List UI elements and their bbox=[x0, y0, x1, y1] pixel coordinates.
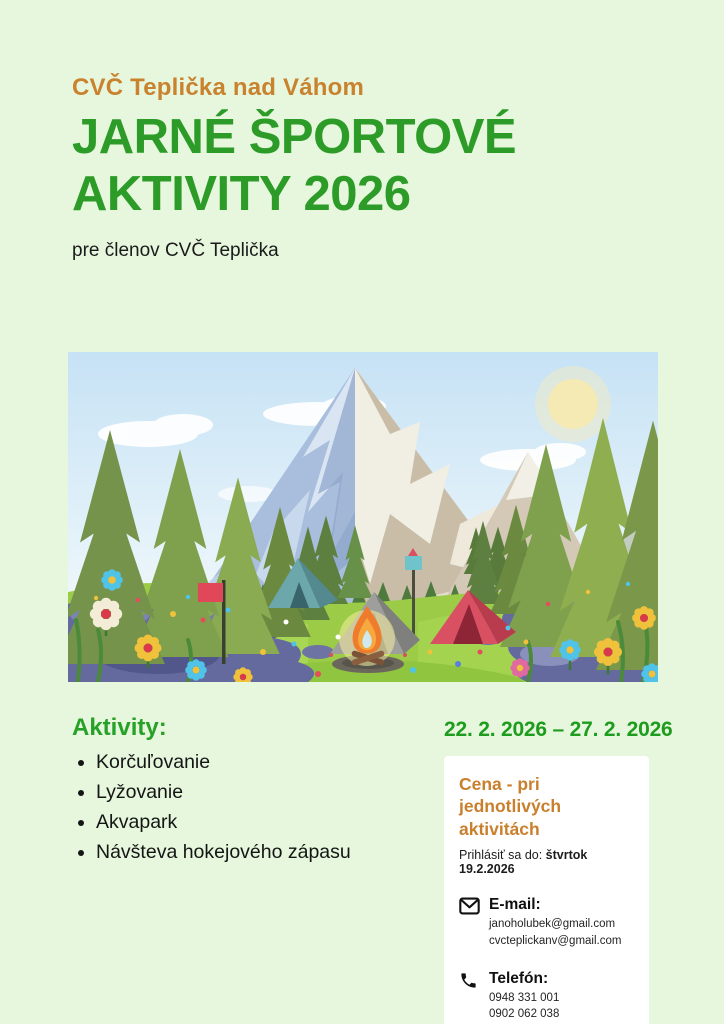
rock-small bbox=[302, 645, 334, 659]
phone-number: 0948 331 001 bbox=[489, 991, 560, 1004]
email-address: janoholubek@gmail.com bbox=[489, 918, 616, 931]
email-values bbox=[489, 916, 621, 949]
activity-item: • Návšteva hokejového zápasu bbox=[96, 841, 422, 864]
phone-row bbox=[459, 970, 634, 1023]
info-card bbox=[444, 756, 649, 1024]
signup-label: Prihlásiť sa do: bbox=[459, 848, 546, 863]
signup-deadline bbox=[459, 848, 634, 876]
header bbox=[72, 74, 652, 262]
activity-item: • Lyžovanie bbox=[96, 781, 422, 804]
phone-block bbox=[489, 970, 559, 1023]
activity-item: • Korčuľovanie bbox=[96, 751, 422, 774]
title-line-2: AKTIVITY 2026 bbox=[72, 166, 411, 221]
activities-list bbox=[96, 751, 422, 864]
page-title bbox=[72, 109, 652, 223]
subtitle: pre členov CVČ Teplička bbox=[72, 239, 279, 261]
info-column bbox=[444, 718, 673, 1024]
activity-item: • Akvapark bbox=[96, 811, 422, 834]
date-range: 22. 2. 2026 – 27. 2. 2026 bbox=[444, 718, 673, 741]
email-block bbox=[489, 896, 621, 949]
envelope-icon bbox=[459, 896, 480, 949]
phone-values bbox=[489, 990, 559, 1023]
price-heading: Cena - pri jednotlivých aktivitách bbox=[459, 774, 562, 839]
organization-name: CVČ Teplička nad Váhom bbox=[72, 74, 365, 101]
activities-heading: Aktivity: bbox=[72, 714, 167, 741]
camping-scene-svg bbox=[68, 352, 658, 682]
phone-icon bbox=[459, 970, 480, 1023]
phone-number: 0902 062 038 bbox=[489, 1008, 560, 1021]
activities-section bbox=[72, 714, 422, 871]
signup-date: štvrtok 19.2.2026 bbox=[459, 848, 588, 877]
mountain-camping-illustration bbox=[68, 352, 658, 682]
email-label: E-mail: bbox=[489, 896, 541, 914]
sun-icon bbox=[548, 379, 598, 429]
email-row bbox=[459, 896, 634, 949]
title-line-1: JARNÉ ŠPORTOVÉ bbox=[72, 110, 517, 164]
email-address: cvcteplickanv@gmail.com bbox=[489, 934, 622, 947]
phone-label: Telefón: bbox=[489, 969, 549, 987]
